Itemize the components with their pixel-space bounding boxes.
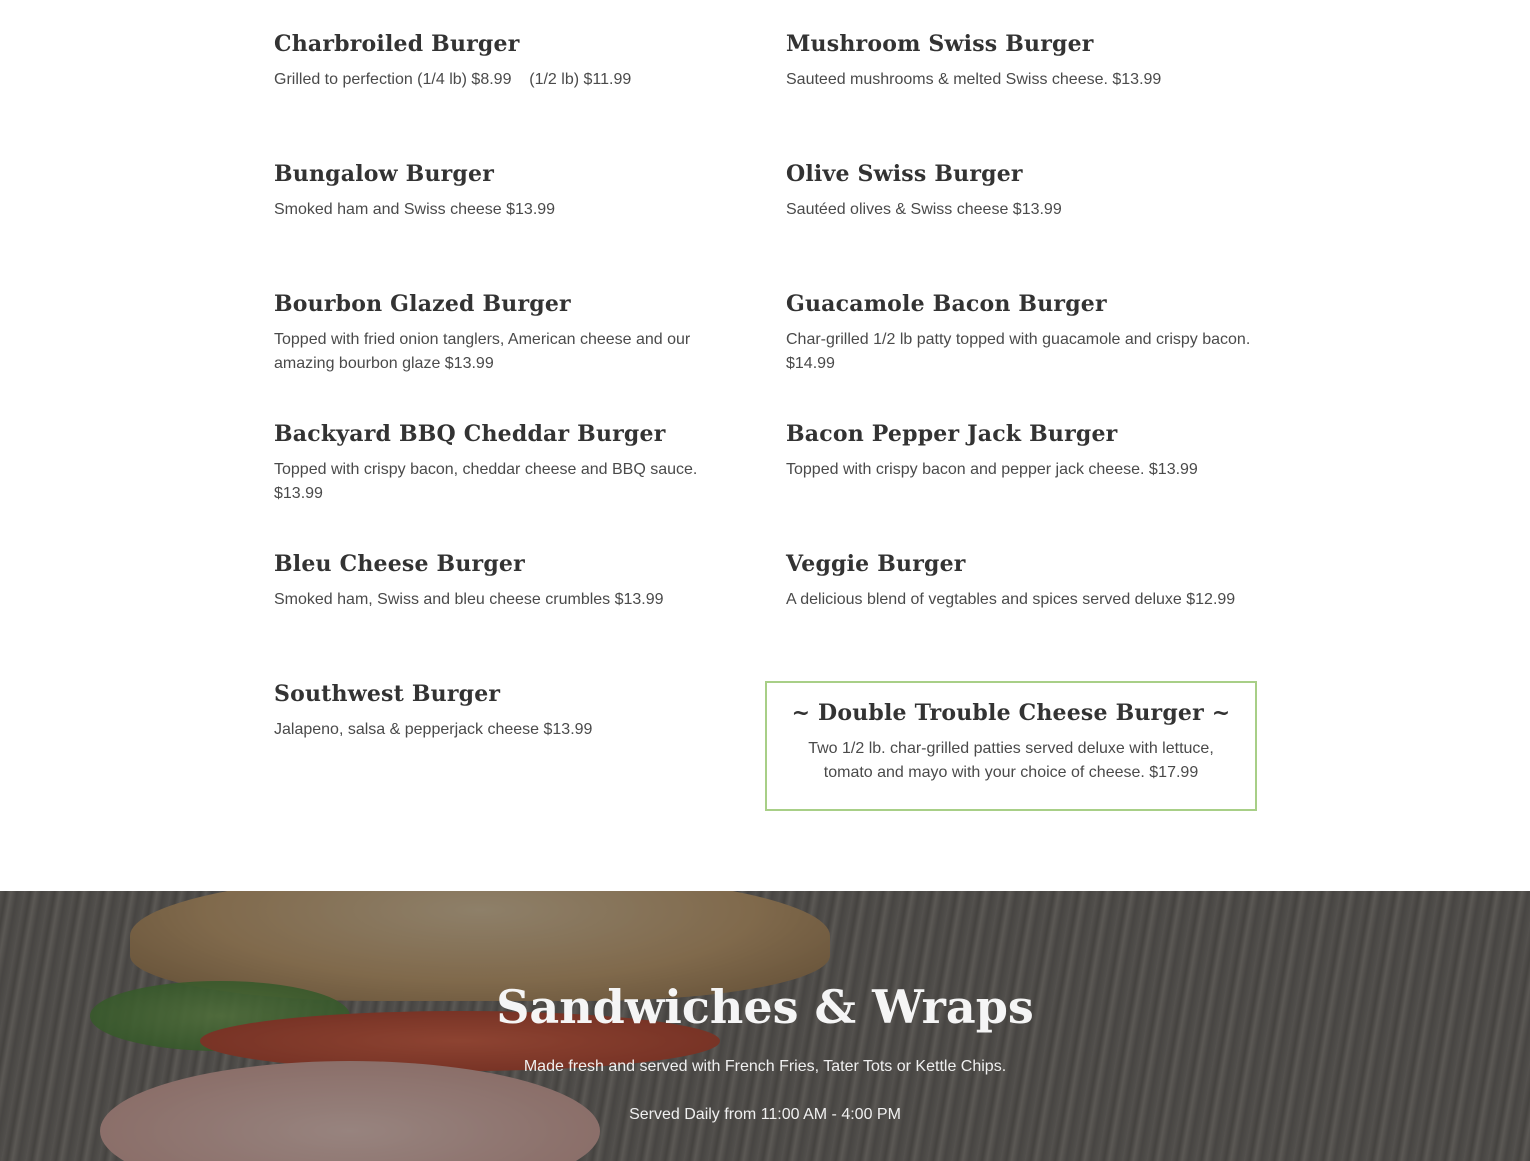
menu-item-description: A delicious blend of vegtables and spices served deluxe $12.99 [786, 591, 1236, 608]
menu-item-description: Grilled to perfection (1/4 lb) $8.99 (1/2 lb) $11.99 [274, 71, 632, 88]
menu-item-backyard-bbq-cheddar-burger [274, 420, 704, 506]
menu-item-name: Mushroom Swiss Burger [786, 31, 1094, 57]
menu-item-description: Topped with crispy bacon and pepper jack cheese. $13.99 [786, 461, 1198, 478]
menu-item-name: Veggie Burger [786, 551, 966, 577]
sandwiches-wraps-banner [0, 891, 1530, 1161]
featured-item-name: ~ Double Trouble Cheese Burger ~ [791, 700, 1231, 726]
menu-item-name: Backyard BBQ Cheddar Burger [274, 421, 666, 447]
menu-item-name: Olive Swiss Burger [786, 161, 1023, 187]
menu-item-description: Topped with fried onion tanglers, American cheese and our amazing bourbon glaze $13.99 [274, 331, 695, 372]
menu-item-guacamole-bacon-burger [786, 290, 1256, 376]
menu-item-bacon-pepper-jack-burger [786, 420, 1266, 482]
menu-item-bleu-cheese-burger [274, 550, 754, 612]
menu-item-name: Charbroiled Burger [274, 31, 520, 57]
menu-item-description: Sautéed olives & Swiss cheese $13.99 [786, 201, 1062, 218]
featured-item-description: Two 1/2 lb. char-grilled patties served deluxe with lettuce, tomato and mayo with your choice of cheese. $17.99 [808, 740, 1219, 781]
section-hours: Served Daily from 11:00 AM - 4:00 PM [629, 1106, 901, 1123]
menu-item-name: Southwest Burger [274, 681, 501, 707]
menu-item-veggie-burger [786, 550, 1266, 612]
menu-item-southwest-burger [274, 680, 754, 742]
featured-item-double-trouble [765, 681, 1257, 811]
menu-item-description: Smoked ham, Swiss and bleu cheese crumbles $13.99 [274, 591, 664, 608]
menu-item-name: Bourbon Glazed Burger [274, 291, 571, 317]
menu-item-mushroom-swiss-burger [786, 30, 1266, 92]
menu-item-description: Sauteed mushrooms & melted Swiss cheese. $13.99 [786, 71, 1162, 88]
menu-item-description: Smoked ham and Swiss cheese $13.99 [274, 201, 556, 218]
menu-item-name: Bacon Pepper Jack Burger [786, 421, 1118, 447]
section-subtitle: Made fresh and served with French Fries, Tater Tots or Kettle Chips. [523, 1058, 1007, 1075]
menu-item-name: Bleu Cheese Burger [274, 551, 525, 577]
menu-item-description: Topped with crispy bacon, cheddar cheese and BBQ sauce. $13.99 [274, 461, 702, 502]
menu-item-description: Char-grilled 1/2 lb patty topped with guacamole and crispy bacon. $14.99 [786, 331, 1255, 372]
section-title: Sandwiches & Wraps [496, 980, 1034, 1034]
menu-item-description: Jalapeno, salsa & pepperjack cheese $13.99 [274, 721, 593, 738]
menu-item-name: Bungalow Burger [274, 161, 495, 187]
menu-item-bourbon-glazed-burger [274, 290, 704, 376]
menu-item-bungalow-burger [274, 160, 754, 222]
menu-item-name: Guacamole Bacon Burger [786, 291, 1107, 317]
menu-item-olive-swiss-burger [786, 160, 1266, 222]
menu-item-charbroiled-burger [274, 30, 754, 92]
